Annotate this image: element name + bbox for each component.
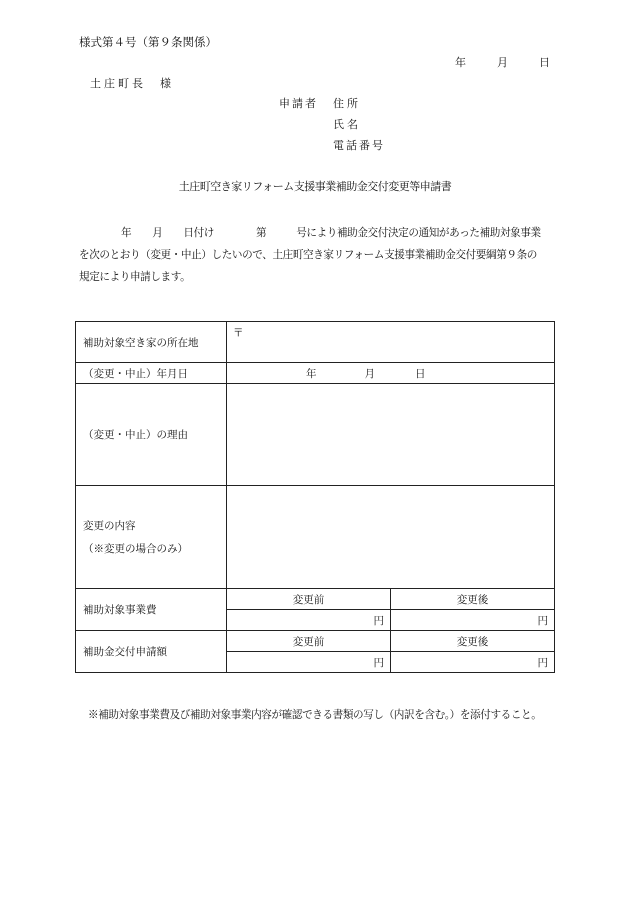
body-month: 月 xyxy=(152,227,163,239)
grant-before-field[interactable] xyxy=(227,652,391,673)
date-row xyxy=(76,363,555,384)
change-date-label: （変更・中止）年月日 xyxy=(76,363,227,384)
application-form-table xyxy=(75,321,555,673)
reason-field[interactable] xyxy=(227,384,555,486)
body-line-1-rest: 号により補助金交付決定の通知があった補助対象事業 xyxy=(296,227,541,239)
change-date-year: 年 xyxy=(306,367,317,380)
addressee-title: 土庄町長 xyxy=(90,77,146,90)
postal-mark: 〒 xyxy=(233,326,244,339)
cost-after-field[interactable] xyxy=(391,610,555,631)
location-label: 補助対象空き家の所在地 xyxy=(76,322,227,363)
location-row xyxy=(76,322,555,363)
change-date-month: 月 xyxy=(364,367,375,380)
grant-after-label: 変更後 xyxy=(391,631,555,652)
body-number: 第 xyxy=(256,227,267,239)
cost-label: 補助対象事業費 xyxy=(76,589,227,631)
body-paragraph xyxy=(79,222,555,288)
cost-header-row xyxy=(76,589,555,610)
grant-label: 補助金交付申請額 xyxy=(76,631,227,673)
grant-after-yen: 円 xyxy=(537,656,548,669)
body-line-2: を次のとおり（変更・中止）したいので、土庄町空き家リフォーム支援事業補助金交付要綱第９条の xyxy=(79,249,537,261)
content-label-cell xyxy=(76,486,227,589)
grant-before-yen: 円 xyxy=(373,656,384,669)
reason-row xyxy=(76,384,555,486)
content-label: 変更の内容 xyxy=(83,520,136,532)
form-number: 様式第４号（第９条関係） xyxy=(79,35,217,49)
cost-after-label: 変更後 xyxy=(391,589,555,610)
document-title: 土庄町空き家リフォーム支援事業補助金交付変更等申請書 xyxy=(178,180,452,193)
cost-before-yen: 円 xyxy=(373,614,384,627)
cost-before-field[interactable] xyxy=(227,610,391,631)
grant-before-label: 変更前 xyxy=(227,631,391,652)
cost-before-label: 変更前 xyxy=(227,589,391,610)
date-month-label: 月 xyxy=(497,56,508,69)
applicant-phone-label: 電話番号 xyxy=(333,139,385,152)
content-note: （※変更の場合のみ） xyxy=(83,543,188,555)
cost-after-yen: 円 xyxy=(537,614,548,627)
attachment-note: ※補助対象事業費及び補助対象事業内容が確認できる書類の写し（内訳を含む。）を添付すること。 xyxy=(88,709,542,721)
location-field[interactable] xyxy=(227,322,555,363)
addressee xyxy=(90,78,171,89)
grant-header-row xyxy=(76,631,555,652)
applicant-name-label: 氏名 xyxy=(333,118,361,131)
addressee-suffix: 様 xyxy=(160,77,171,90)
body-line-3: 規定により申請します。 xyxy=(79,271,191,283)
body-line-1 xyxy=(79,222,555,244)
change-date-field[interactable] xyxy=(227,363,555,384)
applicant-label: 申請者 xyxy=(279,97,318,110)
body-day: 日付け xyxy=(183,227,214,239)
change-date-day: 日 xyxy=(415,367,426,380)
applicant-address-label: 住所 xyxy=(333,97,361,110)
content-field[interactable] xyxy=(227,486,555,589)
date-year-label: 年 xyxy=(455,56,466,69)
reason-label: （変更・中止）の理由 xyxy=(76,384,227,486)
body-year: 年 xyxy=(121,227,132,239)
content-row xyxy=(76,486,555,589)
date-day-label: 日 xyxy=(539,56,550,69)
grant-after-field[interactable] xyxy=(391,652,555,673)
